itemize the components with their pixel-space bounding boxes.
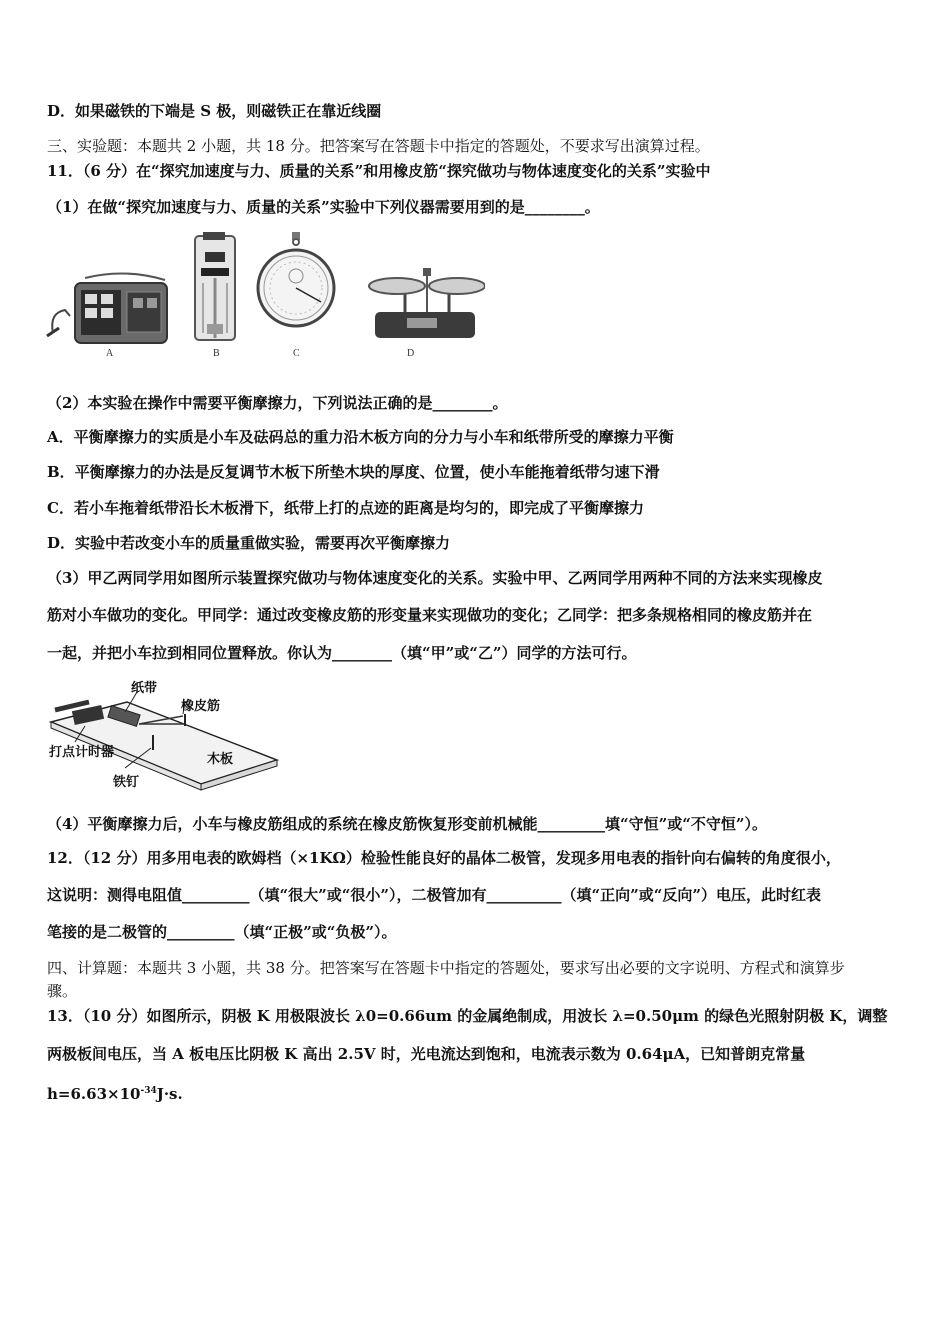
question-11-part-3-line-3: 一起，并把小车拉到相同位置释放。你认为________（填“甲”或“乙”）同学的方法可行。 [47, 644, 637, 662]
apparatus-figure [45, 680, 285, 795]
planck-unit: J·s. [156, 1085, 183, 1103]
apparatus-drawing [45, 680, 285, 795]
question-12-line-1: 12．（12 分）用多用电表的欧姆档（×1KΩ）检验性能良好的晶体二极管，发现多用电表的指针向右偏转的角度很小， [47, 849, 841, 867]
caption-a: A [106, 348, 114, 359]
caption-c: C [293, 348, 300, 359]
question-11-stem: 11．（6 分）在“探究加速度与力、质量的关系”和用橡皮筋“探究做功与物体速度变化的关系”实验中 [47, 162, 711, 180]
section-4-heading-line-2: 骤。 [47, 982, 78, 1000]
instrument-a-timer-icon [47, 273, 167, 343]
question-12-line-2: 这说明：测得电阻值_________（填“很大”或“很小”），二极管加有__________（填“正向”或“反向”）电压，此时红表 [47, 886, 822, 904]
option-d-prev: D．如果磁铁的下端是 S 极，则磁铁正在靠近线圈 [47, 102, 382, 120]
label-tape: 纸带 [131, 681, 158, 696]
caption-b: B [213, 348, 220, 359]
question-11-part-1: （1）在做“探究加速度与力、质量的关系”实验中下列仪器需要用到的是________。 [47, 198, 600, 216]
question-13-line-3 [47, 1080, 183, 1105]
planck-base: h=6.63×10 [47, 1085, 141, 1103]
question-11-option-b: B．平衡摩擦力的办法是反复调节木板下所垫木块的厚度、位置，使小车能拖着纸带匀速下滑 [47, 463, 660, 481]
caption-d: D [407, 348, 415, 359]
question-13-line-1: 13．（10 分）如图所示，阴极 K 用极限波长 λ0=0.66um 的金属绝制成，用波长 λ=0.50μm 的绿色光照射阴极 K，调整 [47, 1007, 888, 1025]
question-11-option-a: A．平衡摩擦力的实质是小车及砝码总的重力沿木板方向的分力与小车和纸带所受的摩擦力平衡 [47, 428, 674, 446]
planck-exponent: -34 [140, 1086, 157, 1096]
question-11-part-3-line-2: 筋对小车做功的变化。甲同学：通过改变橡皮筋的形变量来实现做功的变化；乙同学：把多条规格相同的橡皮筋并在 [47, 606, 813, 624]
question-11-option-d: D．实验中若改变小车的质量重做实验，需要再次平衡摩擦力 [47, 534, 451, 552]
question-11-part-3-line-1: （3）甲乙两同学用如图所示装置探究做功与物体速度变化的关系。实验中甲、乙两同学用两种不同的方法来实现橡皮 [47, 569, 823, 587]
instruments-drawing [45, 228, 485, 363]
question-11-part-4: （4）平衡摩擦力后，小车与橡皮筋组成的系统在橡皮筋恢复形变前机械能_________填“守恒”或“不守恒”）。 [47, 815, 767, 833]
label-board: 木板 [207, 752, 234, 767]
instrument-c-stopwatch-icon [258, 232, 334, 326]
section-3-heading: 三、实验题：本题共 2 小题，共 18 分。把答案写在答题卡中指定的答题处，不要求写出演算过程。 [47, 137, 710, 155]
question-11-part-2: （2）本实验在操作中需要平衡摩擦力，下列说法正确的是________。 [47, 394, 508, 412]
label-timer: 打点计时器 [49, 745, 115, 760]
label-rubber-band: 橡皮筋 [181, 699, 221, 714]
question-11-option-c: C．若小车拖着纸带沿长木板滑下，纸带上打的点迹的距离是均匀的，即完成了平衡摩擦力 [47, 499, 644, 517]
label-nail: 铁钉 [113, 775, 140, 790]
instrument-d-balance-icon [369, 268, 485, 338]
instruments-figure [45, 228, 485, 363]
question-13-line-2: 两极板间电压，当 A 板电压比阴极 K 高出 2.5V 时，光电流达到饱和，电流表示数为 0.64μA，已知普朗克常量 [47, 1045, 806, 1063]
instrument-b-scale-icon [195, 232, 235, 340]
question-12-line-3: 笔接的是二极管的_________（填“正极”或“负极”）。 [47, 923, 397, 941]
section-4-heading-line-1: 四、计算题：本题共 3 小题，共 38 分。把答案写在答题卡中指定的答题处，要求写出必要的文字说明、方程式和演算步 [47, 959, 845, 977]
